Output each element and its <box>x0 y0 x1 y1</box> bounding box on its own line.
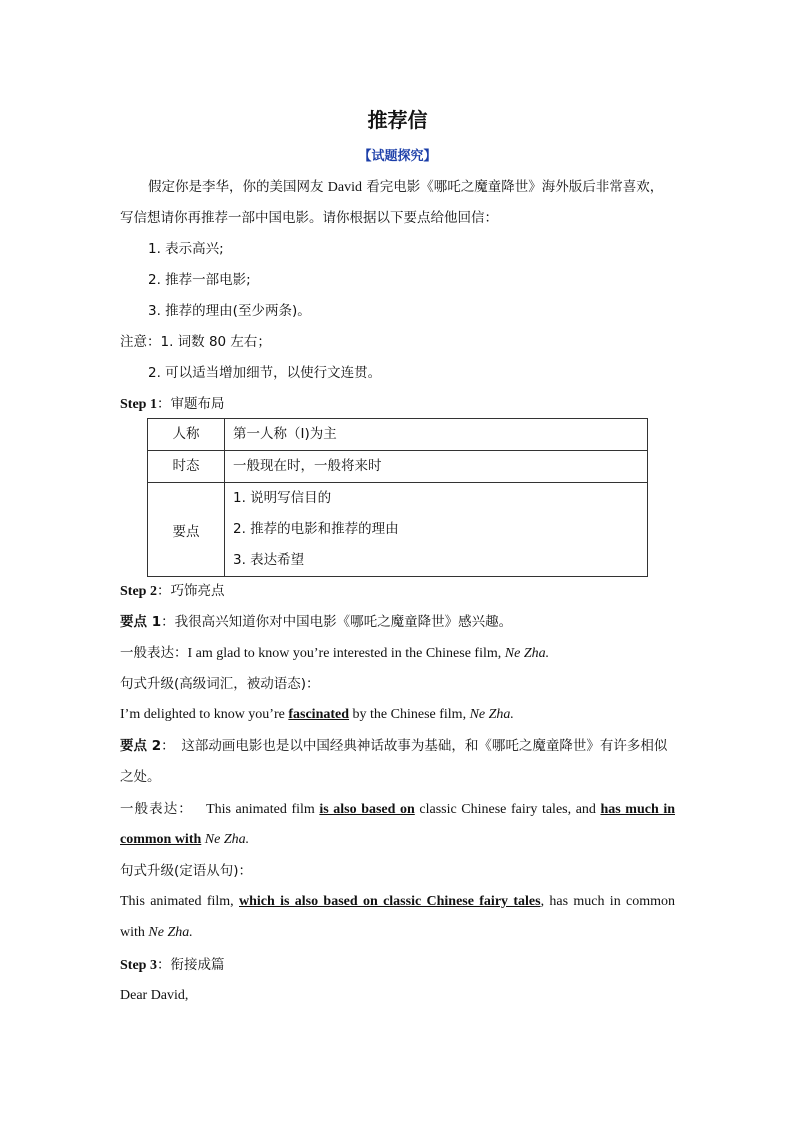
general-expression-1: 一般表达：I am glad to know you’re interested in the Chinese film, Ne Zha. <box>120 645 550 661</box>
prompt-line-1: 假定你是李华，你的美国网友 David 看完电影《哪吒之魔童降世》海外版后非常喜欢， <box>148 179 664 195</box>
point2-line-2: 之处。 <box>120 769 161 785</box>
document-title: 推荐信 <box>367 108 428 132</box>
letter-greeting: Dear David, <box>120 988 189 1003</box>
requirement-item: 2. 推荐一部电影; <box>148 272 251 288</box>
table-value: 第一人称（I)为主 <box>225 419 648 451</box>
upgrade-label-2: 句式升级(定语从句)： <box>120 863 253 879</box>
table-key: 人称 <box>148 419 225 451</box>
point2-line-1: 要点 2： 这部动画电影也是以中国经典神话故事为基础，和《哪吒之魔童降世》有许多相似 <box>120 738 668 754</box>
general-expression-2-line-2: common with Ne Zha. <box>120 832 250 847</box>
analysis-table <box>147 418 648 577</box>
note-line-2: 2. 可以适当增加细节，以使行文连贯。 <box>148 365 382 381</box>
step1-heading: Step 1：审题布局 <box>120 396 225 412</box>
upgraded-sentence-1: I’m delighted to know you’re fascinated by the Chinese film, Ne Zha. <box>120 707 514 722</box>
upgrade-label-1: 句式升级(高级词汇，被动语态)： <box>120 676 320 692</box>
section-heading: 【试题探究】 <box>358 149 437 164</box>
table-key: 时态 <box>148 451 225 483</box>
upgraded-sentence-2-line-2: with Ne Zha. <box>120 925 193 940</box>
table-key: 要点 <box>148 483 225 577</box>
step3-heading: Step 3：衔接成篇 <box>120 957 225 973</box>
requirement-item: 3. 推荐的理由(至少两条)。 <box>148 303 311 319</box>
step2-heading: Step 2：巧饰亮点 <box>120 583 225 599</box>
point1-line: 要点 1：我很高兴知道你对中国电影《哪吒之魔童降世》感兴趣。 <box>120 614 513 630</box>
table-row <box>148 483 648 577</box>
table-value: 1. 说明写信目的 2. 推荐的电影和推荐的理由 3. 表达希望 <box>225 483 648 577</box>
prompt-line-2: 写信想请你再推荐一部中国电影。请你根据以下要点给他回信： <box>120 210 498 226</box>
note-line-1: 注意：1. 词数 80 左右； <box>120 334 271 350</box>
upgraded-sentence-2-line-1: This animated film, which is also based on classic Chinese fairy tales, has much in common <box>120 894 676 909</box>
requirement-item: 1. 表示高兴; <box>148 241 224 257</box>
table-row <box>148 451 648 483</box>
table-row <box>148 419 648 451</box>
table-value: 一般现在时，一般将来时 <box>225 451 648 483</box>
general-expression-2-line-1: 一般表达： This animated film is also based on classic Chinese fairy tales, and has much in <box>120 801 675 817</box>
